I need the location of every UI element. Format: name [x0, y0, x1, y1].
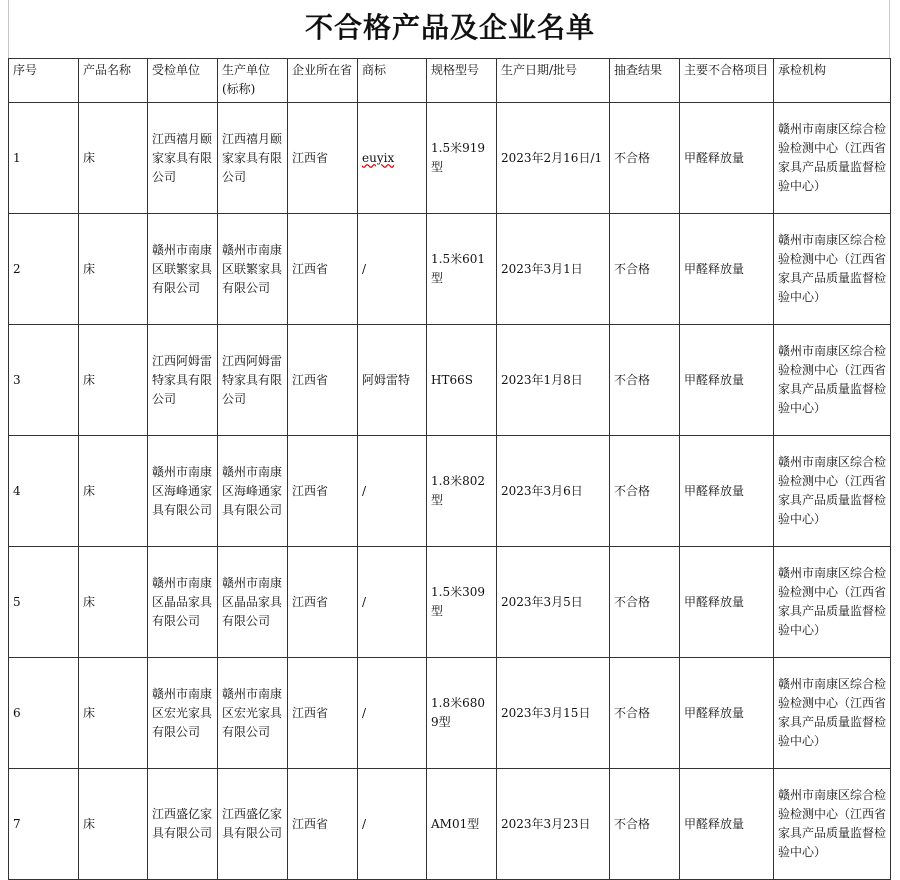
table-row — [9, 658, 891, 769]
cell-production-date: 2023年3月1日 — [497, 214, 610, 325]
cell-province: 江西省 — [288, 325, 358, 436]
cell-inspected-unit: 赣州市南康区宏光家具有限公司 — [148, 658, 218, 769]
cell-manufacturer: 赣州市南康区晶品家具有限公司 — [218, 547, 288, 658]
cell-model: HT66S — [427, 325, 497, 436]
cell-model: 1.5米601型 — [427, 214, 497, 325]
header-manufacturer: 生产单位(标称) — [218, 59, 288, 103]
cell-production-date: 2023年3月15日 — [497, 658, 610, 769]
cell-testing-agency: 赣州市南康区综合检验检测中心（江西省家具产品质量监督检验中心） — [774, 325, 891, 436]
header-province: 企业所在省 — [288, 59, 358, 103]
cell-manufacturer: 赣州市南康区海峰通家具有限公司 — [218, 436, 288, 547]
cell-result: 不合格 — [610, 325, 680, 436]
cell-failed-item: 甲醛释放量 — [680, 769, 774, 880]
cell-product-name: 床 — [79, 769, 148, 880]
header-result: 抽查结果 — [610, 59, 680, 103]
cell-trademark: / — [358, 658, 427, 769]
cell-inspected-unit: 赣州市南康区晶品家具有限公司 — [148, 547, 218, 658]
cell-product-name: 床 — [79, 325, 148, 436]
cell-result: 不合格 — [610, 436, 680, 547]
cell-province: 江西省 — [288, 658, 358, 769]
cell-province: 江西省 — [288, 103, 358, 214]
cell-seq: 3 — [9, 325, 79, 436]
cell-testing-agency: 赣州市南康区综合检验检测中心（江西省家具产品质量监督检验中心） — [774, 769, 891, 880]
cell-product-name: 床 — [79, 658, 148, 769]
table-row — [9, 547, 891, 658]
cell-product-name: 床 — [79, 436, 148, 547]
cell-product-name: 床 — [79, 103, 148, 214]
cell-inspected-unit: 江西盛亿家具有限公司 — [148, 769, 218, 880]
cell-trademark: / — [358, 214, 427, 325]
cell-result: 不合格 — [610, 658, 680, 769]
cell-model: AM01型 — [427, 769, 497, 880]
cell-model: 1.8米6809型 — [427, 658, 497, 769]
header-trademark: 商标 — [358, 59, 427, 103]
table-row — [9, 103, 891, 214]
header-model: 规格型号 — [427, 59, 497, 103]
trademark-text: euyix — [362, 150, 395, 165]
cell-seq: 1 — [9, 103, 79, 214]
table-row — [9, 214, 891, 325]
header-seq: 序号 — [9, 59, 79, 103]
cell-trademark: 阿姆雷特 — [358, 325, 427, 436]
cell-result: 不合格 — [610, 769, 680, 880]
table-row — [9, 769, 891, 880]
cell-result: 不合格 — [610, 214, 680, 325]
cell-result: 不合格 — [610, 103, 680, 214]
table-row — [9, 436, 891, 547]
header-failed-item: 主要不合格项目 — [680, 59, 774, 103]
cell-seq: 7 — [9, 769, 79, 880]
cell-result: 不合格 — [610, 547, 680, 658]
cell-failed-item: 甲醛释放量 — [680, 658, 774, 769]
cell-inspected-unit: 赣州市南康区海峰通家具有限公司 — [148, 436, 218, 547]
cell-trademark: / — [358, 436, 427, 547]
cell-failed-item: 甲醛释放量 — [680, 214, 774, 325]
noncompliant-products-table — [8, 58, 891, 880]
cell-production-date: 2023年2月16日/1 — [497, 103, 610, 214]
cell-testing-agency: 赣州市南康区综合检验检测中心（江西省家具产品质量监督检验中心） — [774, 103, 891, 214]
cell-failed-item: 甲醛释放量 — [680, 547, 774, 658]
cell-province: 江西省 — [288, 214, 358, 325]
cell-seq: 5 — [9, 547, 79, 658]
cell-manufacturer: 赣州市南康区联繁家具有限公司 — [218, 214, 288, 325]
cell-manufacturer: 江西盛亿家具有限公司 — [218, 769, 288, 880]
cell-testing-agency: 赣州市南康区综合检验检测中心（江西省家具产品质量监督检验中心） — [774, 436, 891, 547]
header-inspected-unit: 受检单位 — [148, 59, 218, 103]
cell-production-date: 2023年1月8日 — [497, 325, 610, 436]
table-header-row — [9, 59, 891, 103]
cell-model: 1.5米919型 — [427, 103, 497, 214]
cell-production-date: 2023年3月5日 — [497, 547, 610, 658]
cell-province: 江西省 — [288, 769, 358, 880]
cell-seq: 2 — [9, 214, 79, 325]
cell-testing-agency: 赣州市南康区综合检验检测中心（江西省家具产品质量监督检验中心） — [774, 547, 891, 658]
cell-trademark: / — [358, 547, 427, 658]
cell-production-date: 2023年3月6日 — [497, 436, 610, 547]
cell-failed-item: 甲醛释放量 — [680, 436, 774, 547]
cell-inspected-unit: 赣州市南康区联繁家具有限公司 — [148, 214, 218, 325]
table-row — [9, 325, 891, 436]
cell-failed-item: 甲醛释放量 — [680, 325, 774, 436]
cell-inspected-unit: 江西禧月颐家家具有限公司 — [148, 103, 218, 214]
cell-seq: 4 — [9, 436, 79, 547]
cell-product-name: 床 — [79, 547, 148, 658]
header-testing-agency: 承检机构 — [774, 59, 891, 103]
cell-seq: 6 — [9, 658, 79, 769]
cell-failed-item: 甲醛释放量 — [680, 103, 774, 214]
cell-product-name: 床 — [79, 214, 148, 325]
cell-province: 江西省 — [288, 436, 358, 547]
cell-trademark: / — [358, 769, 427, 880]
cell-testing-agency: 赣州市南康区综合检验检测中心（江西省家具产品质量监督检验中心） — [774, 658, 891, 769]
cell-production-date: 2023年3月23日 — [497, 769, 610, 880]
cell-province: 江西省 — [288, 547, 358, 658]
cell-inspected-unit: 江西阿姆雷特家具有限公司 — [148, 325, 218, 436]
cell-model: 1.5米309型 — [427, 547, 497, 658]
header-production-date: 生产日期/批号 — [497, 59, 610, 103]
cell-manufacturer: 赣州市南康区宏光家具有限公司 — [218, 658, 288, 769]
cell-manufacturer: 江西禧月颐家家具有限公司 — [218, 103, 288, 214]
cell-trademark — [358, 103, 427, 214]
page-title: 不合格产品及企业名单 — [304, 11, 595, 44]
header-product-name: 产品名称 — [79, 59, 148, 103]
cell-model: 1.8米802型 — [427, 436, 497, 547]
cell-testing-agency: 赣州市南康区综合检验检测中心（江西省家具产品质量监督检验中心） — [774, 214, 891, 325]
cell-manufacturer: 江西阿姆雷特家具有限公司 — [218, 325, 288, 436]
